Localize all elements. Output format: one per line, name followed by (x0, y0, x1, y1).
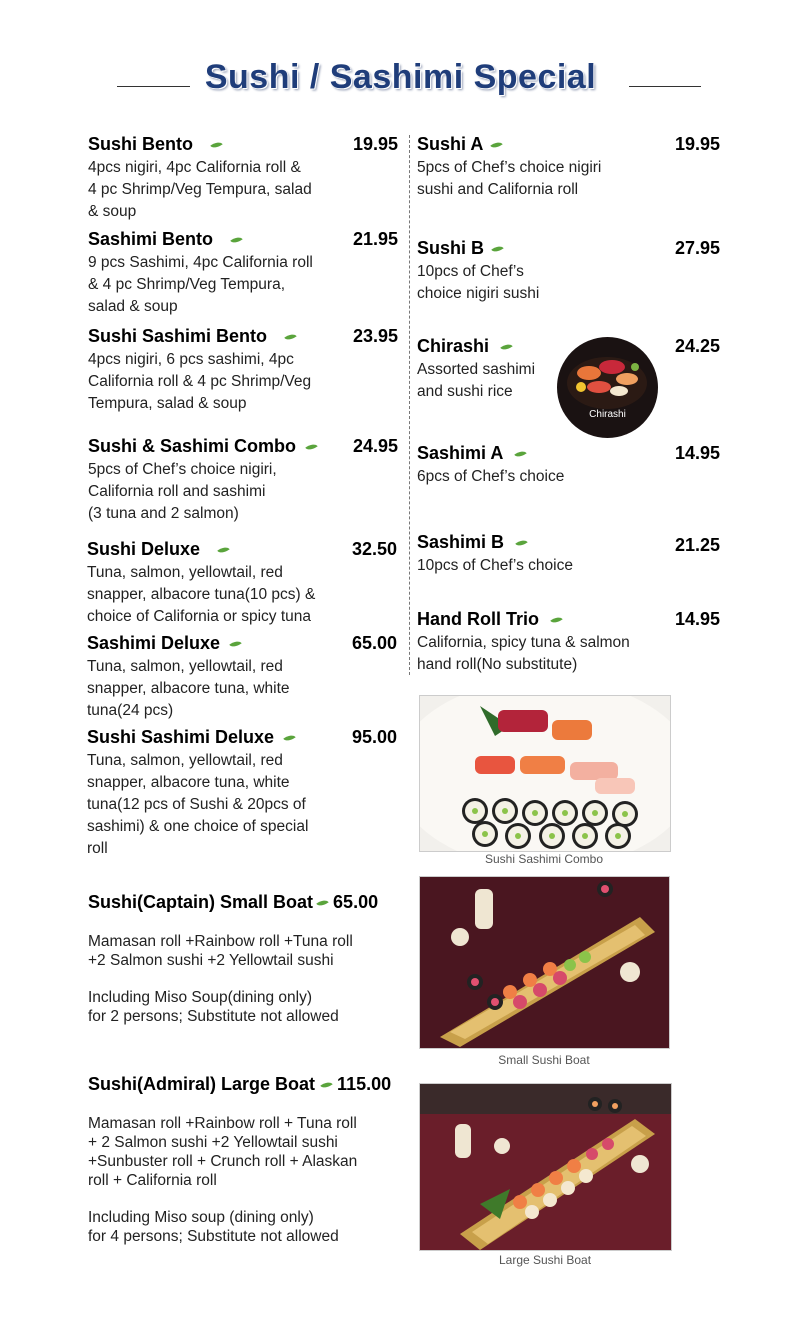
item-name: Sushi Deluxe (87, 539, 201, 559)
title-rule-right (629, 86, 701, 87)
item-desc-line: 4 pc Shrimp/Veg Tempura, salad (88, 181, 312, 198)
item-desc-line: sushi and California roll (417, 181, 579, 198)
item-price: 115.00 (337, 1074, 392, 1094)
leaf-icon (230, 235, 242, 246)
large-boat-photo-caption: Large Sushi Boat (498, 1253, 592, 1267)
leaf-icon (283, 733, 295, 744)
combo-photo-caption: Sushi Sashimi Combo (484, 852, 604, 866)
item-desc-line: Assorted sashimi (417, 361, 536, 378)
item-name: Sashimi Deluxe (87, 633, 221, 653)
leaf-icon (316, 898, 328, 909)
item-name: Hand Roll Trio (417, 609, 540, 629)
small-boat-desc (88, 932, 408, 1026)
small-boat-photo (419, 876, 670, 1049)
item-desc-line: 9 pcs Sashimi, 4pc California roll (88, 254, 313, 271)
item-price: 23.95 (353, 326, 399, 346)
item-desc-line: roll (87, 840, 108, 857)
item-desc-line: snapper, albacore tuna(10 pcs) & (87, 586, 316, 603)
column-divider (409, 135, 410, 675)
item-price: 24.95 (353, 436, 399, 456)
item-desc-line: tuna(12 pcs of Sushi & 20pcs of (87, 796, 306, 813)
item-desc-line: roll + California roll (88, 1172, 217, 1189)
leaf-icon (229, 639, 241, 650)
menu-item-sushi-sashimi-bento (88, 326, 348, 415)
item-price: 14.95 (675, 609, 721, 629)
item-price: 65.00 (352, 633, 398, 653)
menu-item-hand-roll-trio (417, 609, 672, 676)
item-price: 21.25 (675, 535, 721, 555)
menu-item-sushi-sashimi-combo (88, 436, 348, 525)
item-price: 24.25 (675, 336, 721, 356)
leaf-icon (210, 140, 222, 151)
item-desc-line: snapper, albacore tuna, white (87, 680, 290, 697)
item-desc-line: salad & soup (88, 298, 178, 315)
item-desc-line: +Sunbuster roll + Crunch roll + Alaskan (88, 1153, 358, 1170)
item-note-line: for 4 persons; Substitute not allowed (88, 1228, 339, 1245)
item-desc-line: Mamasan roll +Rainbow roll +Tuna roll (88, 933, 353, 950)
chirashi-photo-label: Chirashi (589, 409, 626, 420)
leaf-icon (217, 545, 229, 556)
leaf-icon (550, 615, 562, 626)
item-desc-line: 10pcs of Chef’s choice (417, 557, 573, 574)
menu-item-sushi-deluxe (87, 539, 352, 628)
combo-photo (419, 695, 671, 852)
item-desc-line: 6pcs of Chef’s choice (417, 468, 565, 485)
item-desc-line: Tuna, salmon, yellowtail, red (87, 564, 283, 581)
item-desc-line: snapper, albacore tuna, white (87, 774, 290, 791)
menu-item-chirashi (417, 336, 557, 403)
leaf-icon (491, 244, 503, 255)
item-note-line: Including Miso Soup(dining only) (88, 989, 313, 1006)
item-desc-line: California roll and sashimi (88, 483, 266, 500)
item-desc-line: 10pcs of Chef’s (417, 263, 524, 280)
small-boat-photo-caption: Small Sushi Boat (498, 1053, 590, 1067)
page-title: Sushi / Sashimi Special (204, 58, 597, 96)
leaf-icon (320, 1080, 332, 1091)
chirashi-photo (557, 337, 658, 438)
item-name: Sashimi B (417, 532, 505, 552)
item-desc-line: Tempura, salad & soup (88, 395, 247, 412)
item-price: 19.95 (353, 134, 399, 154)
item-desc-line: Tuna, salmon, yellowtail, red (87, 658, 283, 675)
leaf-icon (500, 342, 512, 353)
menu-item-sashimi-bento (88, 229, 348, 318)
item-name: Chirashi (417, 336, 490, 356)
item-price: 95.00 (352, 727, 398, 747)
item-desc-line: California, spicy tuna & salmon (417, 634, 630, 651)
item-price: 32.50 (352, 539, 398, 559)
leaf-icon (515, 449, 527, 460)
item-price: 14.95 (675, 443, 721, 463)
item-desc-line: hand roll(No substitute) (417, 656, 578, 673)
item-desc-line: 5pcs of Chef’s choice nigiri, (88, 461, 277, 478)
item-name: Sushi Bento (88, 134, 194, 154)
leaf-icon (515, 538, 527, 549)
menu-item-small-boat (88, 892, 408, 913)
item-desc-line: 5pcs of Chef’s choice nigiri (417, 159, 602, 176)
item-price: 21.95 (353, 229, 399, 249)
item-name: Sashimi Bento (88, 229, 214, 249)
menu-item-sashimi-deluxe (87, 633, 347, 722)
item-desc-line: Mamasan roll +Rainbow roll + Tuna roll (88, 1115, 357, 1132)
item-note-line: Including Miso soup (dining only) (88, 1209, 314, 1226)
item-desc-line: (3 tuna and 2 salmon) (88, 505, 239, 522)
item-desc-line: California roll & 4 pc Shrimp/Veg (88, 373, 312, 390)
item-name: Sushi B (417, 238, 485, 258)
item-price: 65.00 (333, 892, 379, 912)
menu-item-sushi-b (417, 238, 667, 305)
item-name: Sushi & Sashimi Combo (88, 436, 297, 456)
item-price: 27.95 (675, 238, 721, 258)
leaf-icon (491, 140, 503, 151)
item-desc-line: Tuna, salmon, yellowtail, red (87, 752, 283, 769)
item-name: Sushi Sashimi Bento (88, 326, 268, 346)
large-boat-desc (88, 1114, 408, 1246)
item-note-line: for 2 persons; Substitute not allowed (88, 1008, 339, 1025)
menu-item-sushi-bento (88, 134, 348, 223)
large-boat-photo (419, 1083, 672, 1251)
menu-item-sushi-a (417, 134, 667, 201)
item-desc-line: sashimi) & one choice of special (87, 818, 309, 835)
menu-item-sushi-sashimi-deluxe (87, 727, 347, 860)
item-desc-line: + 2 Salmon sushi +2 Yellowtail sushi (88, 1134, 338, 1151)
item-name: Sushi Sashimi Deluxe (87, 727, 275, 747)
item-price: 19.95 (675, 134, 721, 154)
item-name: Sushi(Captain) Small Boat (88, 892, 314, 912)
item-name: Sushi(Admiral) Large Boat (88, 1074, 316, 1094)
menu-item-sashimi-b (417, 532, 667, 577)
item-name: Sushi A (417, 134, 484, 154)
leaf-icon (305, 442, 317, 453)
item-name: Sashimi A (417, 443, 504, 463)
item-desc-line: choice nigiri sushi (417, 285, 540, 302)
item-desc-line: +2 Salmon sushi +2 Yellowtail sushi (88, 952, 334, 969)
item-desc-line: 4pcs nigiri, 4pc California roll & (88, 159, 301, 176)
item-desc-line: choice of California or spicy tuna (87, 608, 312, 625)
leaf-icon (284, 332, 296, 343)
item-desc-line: & 4 pc Shrimp/Veg Tempura, (88, 276, 286, 293)
item-desc-line: 4pcs nigiri, 6 pcs sashimi, 4pc (88, 351, 294, 368)
item-desc-line: & soup (88, 203, 137, 220)
item-desc-line: tuna(24 pcs) (87, 702, 174, 719)
menu-item-large-boat (88, 1074, 408, 1095)
item-desc-line: and sushi rice (417, 383, 513, 400)
menu-item-sashimi-a (417, 443, 667, 488)
